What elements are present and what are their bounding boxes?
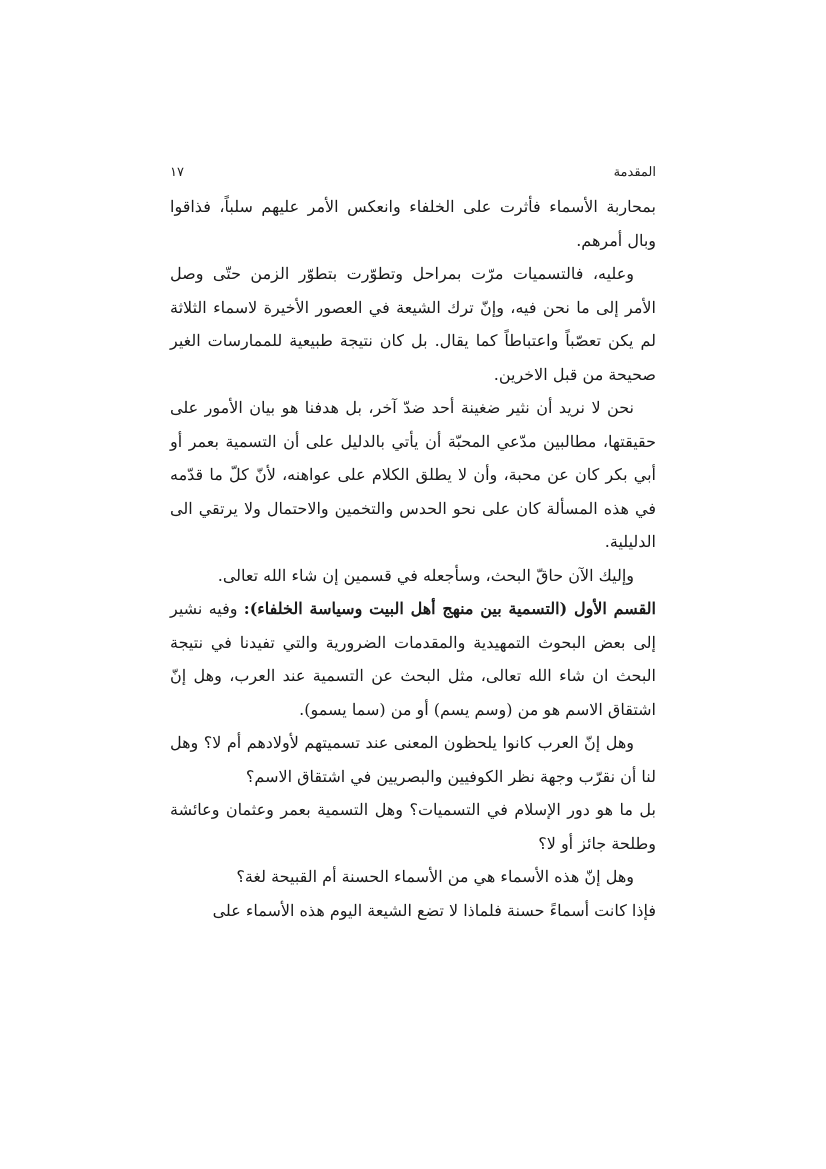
book-page	[170, 160, 656, 927]
paragraph-text: وهل إنّ العرب كانوا يلحظون المعنى عند تسميتهم لأولادهم أم لا؟ وهل لنا أن نقرّب وجهة نظر الكوفيين والبصريين في اشتقاق الاسم؟	[170, 733, 656, 786]
paragraph-5	[170, 592, 656, 726]
running-header	[170, 160, 656, 184]
paragraph-6	[170, 726, 656, 793]
paragraph-2	[170, 257, 656, 391]
paragraph-text: وفيه نشير إلى بعض البحوث التمهيدية والمقدمات الضرورية والتي تفيدنا في نتيجة البحث ان شاء الله تعالى، مثل البحث عن التسمية عند العرب، وهل إنّ اشتقاق الاسم هو من (وسم يسم) أو من (سما يسمو).	[170, 599, 656, 719]
paragraph-8	[170, 860, 656, 894]
paragraph-text: فإذا كانت أسماءً حسنة فلماذا لا تضع الشيعة اليوم هذه الأسماء على	[212, 900, 656, 920]
paragraph-text: بل ما هو دور الإسلام في التسميات؟ وهل التسمية بعمر وعثمان وعائشة وطلحة جائز أو لا؟	[170, 800, 656, 853]
paragraph-text: نحن لا نريد أن نثير ضغينة أحد ضدّ آخر، بل هدفنا هو بيان الأمور على حقيقتها، مطالبين مدّعي المحبّة أن يأتي بالدليل على أن التسمية بعمر أو أبي بكر كان عن محبة، وأن لا يطلق الكلام على عواهنه، لأنّ كلّ ما قدّمه في هذه المسألة كان على نحو الحدس والتخمين والاحتمال ولا يرتقي الى الدليلية.	[170, 398, 657, 551]
paragraph-3	[170, 391, 656, 559]
paragraph-1	[170, 190, 656, 257]
paragraph-9	[170, 894, 656, 928]
paragraph-text: بمحاربة الأسماء فأثرت على الخلفاء وانعكس الأمر عليهم سلباً، فذاقوا وبال أمرهم.	[170, 197, 656, 250]
paragraph-text: وهل إنّ هذه الأسماء هي من الأسماء الحسنة أم القبيحة لغة؟	[236, 867, 634, 886]
chapter-title: المقدمة	[613, 164, 656, 180]
page-number: ١٧	[170, 164, 184, 180]
paragraph-7	[170, 793, 656, 860]
section-heading: القسم الأول (التسمية بين منهج أهل البيت وسياسة الخلفاء):	[243, 599, 656, 618]
paragraph-text: وإليك الآن حاقّ البحث، وسأجعله في قسمين إن شاء الله تعالى.	[217, 565, 634, 585]
body-text	[170, 190, 656, 927]
paragraph-4	[170, 559, 656, 593]
paragraph-text: وعليه، فالتسميات مرّت بمراحل وتطوّرت بتطوّر الزمن حتّى وصل الأمر إلى ما نحن فيه، وإنّ ترك الشيعة في العصور الأخيرة لاسماء الثلاثة لم يكن تعصّباً واعتباطاً كما يقال. بل كان نتيجة طبيعية للممارسات الغير صحيحة من قبل الاخرين.	[170, 264, 656, 384]
